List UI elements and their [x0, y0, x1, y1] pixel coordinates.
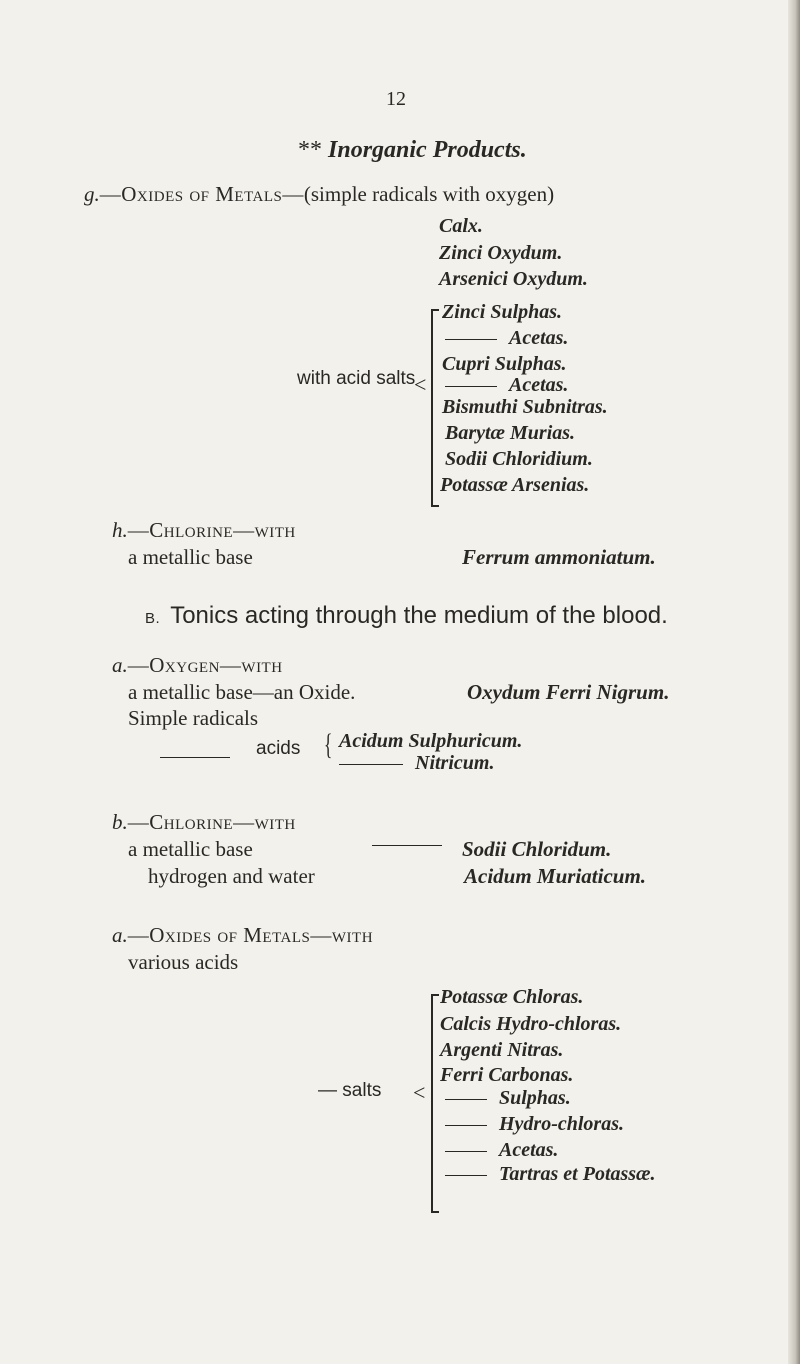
g-item-arsenici-oxydum: Arsenici Oxydum.	[439, 268, 588, 290]
a2-salt-sulphas: Sulphas.	[445, 1087, 571, 1110]
section-b-label: b.	[112, 810, 128, 834]
section-b-heading	[112, 810, 296, 835]
a1-acids-rule	[160, 748, 230, 766]
section-h-line2: a metallic base	[128, 545, 253, 569]
a2-salt-hydrochloras: Hydro-chloras.	[445, 1113, 624, 1136]
section-g-label: g.	[84, 182, 100, 206]
section-b-title: —Chlorine—with	[127, 810, 296, 834]
section-a1-label: a.	[112, 653, 128, 677]
g-brace-point: <	[414, 372, 427, 397]
section-a1-line2: a metallic base—an Oxide.	[128, 680, 356, 704]
g-salt-zinci-acetas: Acetas.	[445, 327, 568, 350]
a1-acid-sulphuricum: Acidum Sulphuricum.	[339, 730, 523, 752]
page-number: 12	[386, 88, 406, 110]
a1-acids-brace: {	[323, 728, 333, 761]
a2-salts-label: — salts	[318, 1080, 382, 1101]
g-salt-sodii-chloridium: Sodii Chloridium.	[445, 448, 593, 470]
g-salt-potassae-arsenias: Potassæ Arsenias.	[440, 474, 590, 496]
a2-salt-calcis-hydrochloras: Calcis Hydro-chloras.	[440, 1013, 622, 1035]
section-b-line2: a metallic base	[128, 837, 253, 861]
section-B-letter: B.	[145, 610, 161, 627]
a2-salt-argenti-nitras: Argenti Nitras.	[440, 1039, 564, 1061]
section-g-heading	[84, 182, 554, 207]
g-salts-brace	[431, 309, 439, 507]
section-a2-line2: various acids	[128, 950, 239, 974]
h-item-ferrum-ammoniatum: Ferrum ammoniatum.	[462, 545, 656, 569]
a2-salt-ferri-carbonas: Ferri Carbonas.	[440, 1064, 574, 1086]
g-item-zinci-oxydum: Zinci Oxydum.	[439, 242, 563, 264]
section-a2-label: a.	[112, 923, 128, 947]
a2-salt-potassae-chloras: Potassæ Chloras.	[440, 986, 584, 1008]
a1-item-oxydum-ferri-nigrum: Oxydum Ferri Nigrum.	[467, 680, 670, 704]
a2-salts-brace	[431, 994, 439, 1213]
g-salt-cupri-acetas: Acetas.	[445, 374, 568, 397]
section-a1-heading	[112, 653, 283, 678]
section-g-title: —Oxides of Metals—	[99, 182, 304, 206]
page-edge	[788, 0, 800, 1364]
section-a1-title: —Oxygen—with	[127, 653, 283, 677]
heading-stars: **	[298, 137, 322, 163]
g-item-calx: Calx.	[439, 215, 483, 237]
section-B-title: Tonics acting through the medium of the blood.	[170, 602, 668, 629]
a1-acids-label: acids	[256, 738, 301, 759]
b-item-acidum-muriaticum: Acidum Muriaticum.	[464, 864, 647, 888]
g-salts-label: with acid salts	[297, 368, 416, 389]
section-B-heading	[145, 602, 668, 630]
section-a2-heading	[112, 923, 373, 948]
g-salt-zinci-sulphas: Zinci Sulphas.	[442, 301, 563, 323]
section-a1-line3: Simple radicals	[128, 706, 259, 730]
a2-salt-acetas: Acetas.	[445, 1139, 558, 1162]
b-dash-rule	[372, 836, 442, 854]
section-a2-title: —Oxides of Metals—with	[127, 923, 374, 947]
g-salt-cupri-sulphas: Cupri Sulphas.	[442, 353, 567, 375]
g-salt-barytae-murias: Barytæ Murias.	[445, 422, 576, 444]
section-h-heading	[112, 518, 296, 543]
a1-acid-nitricum: Nitricum.	[339, 752, 494, 775]
section-h-label: h.	[112, 518, 128, 542]
section-g-desc: (simple radicals with oxygen)	[303, 182, 555, 206]
page-heading	[298, 137, 527, 164]
section-b-line3: hydrogen and water	[148, 864, 315, 888]
a2-salt-tartras: Tartras et Potassæ.	[445, 1163, 656, 1186]
section-h-title: —Chlorine—with	[127, 518, 296, 542]
heading-title: Inorganic Products.	[328, 137, 527, 163]
a2-brace-point: <	[413, 1080, 426, 1105]
b-item-sodii-chloridum: Sodii Chloridum.	[462, 837, 612, 861]
g-salt-bismuthi-subnitras: Bismuthi Subnitras.	[442, 396, 608, 418]
